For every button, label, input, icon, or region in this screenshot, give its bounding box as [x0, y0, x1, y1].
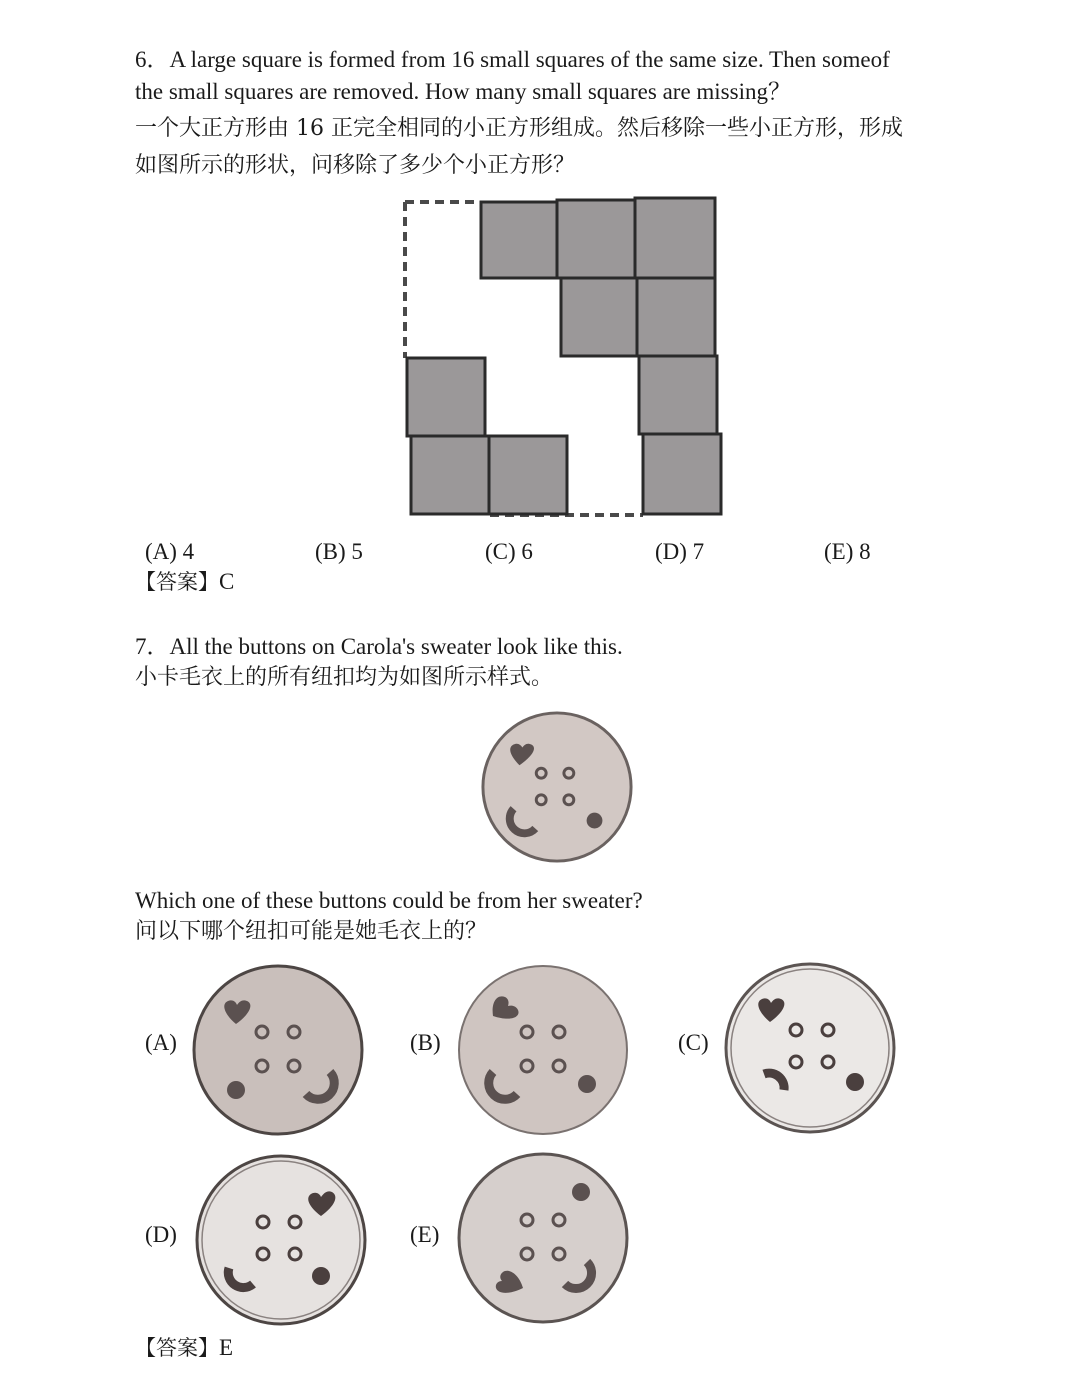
q7-text-en-1: 7．All the buttons on Carola's sweater look like this.	[135, 634, 623, 659]
answer-bracket: 【答案】	[135, 570, 219, 594]
q7-label-d: (D)	[145, 1222, 177, 1247]
reference-button	[478, 708, 636, 866]
q7-answer	[135, 1333, 233, 1363]
dot-mark	[587, 813, 603, 829]
tile	[411, 436, 489, 514]
tile	[637, 278, 715, 356]
tile	[643, 434, 721, 514]
q6-square-figure	[395, 190, 735, 525]
tile	[489, 436, 567, 514]
answer-bracket: 【答案】	[135, 1336, 219, 1360]
tile	[407, 358, 485, 436]
button-option-e	[455, 1150, 631, 1326]
q6-text-en-2: the small squares are removed. How many small squares are missing？	[135, 79, 791, 104]
q6-text-cn-1: 一个大正方形由 16 正完全相同的小正方形组成。然后移除一些小正方形，形成	[135, 116, 903, 141]
q7-text-cn-1: 小卡毛衣上的所有纽扣均为如图所示样式。	[135, 665, 554, 690]
q6-option-d: (D) 7	[655, 539, 705, 564]
button-option-c	[722, 960, 898, 1136]
q7-text-en-2: Which one of these buttons could be from her sweater?	[135, 888, 643, 913]
q6-option-c: (C) 6	[485, 539, 533, 564]
tile	[561, 278, 637, 356]
q6-option-b: (B) 5	[315, 539, 363, 564]
q7-label-a: (A)	[145, 1030, 177, 1055]
button-option-a	[190, 962, 366, 1138]
q6-option-e: (E) 8	[824, 539, 871, 564]
tile	[639, 356, 717, 434]
button-option-b	[455, 962, 631, 1138]
q7-label-b: (B)	[410, 1030, 441, 1055]
q6-text-cn-2: 如图所示的形状，问移除了多少个小正方形？	[135, 153, 576, 178]
q6-option-a: (A) 4	[145, 539, 195, 564]
q7-label-e: (E)	[410, 1222, 440, 1247]
tile	[481, 202, 557, 278]
answer-value: C	[219, 569, 235, 594]
q7-label-c: (C)	[678, 1030, 709, 1055]
q6-text-en-1: 6．A large square is formed from 16 small squares of the same size. Then someof	[135, 47, 890, 72]
q6-answer	[135, 567, 234, 597]
q7-text-cn-2: 问以下哪个纽扣可能是她毛衣上的？	[135, 919, 488, 944]
button-option-d	[193, 1152, 369, 1328]
answer-value: E	[219, 1335, 234, 1360]
tile	[635, 198, 715, 278]
tile	[557, 200, 635, 278]
